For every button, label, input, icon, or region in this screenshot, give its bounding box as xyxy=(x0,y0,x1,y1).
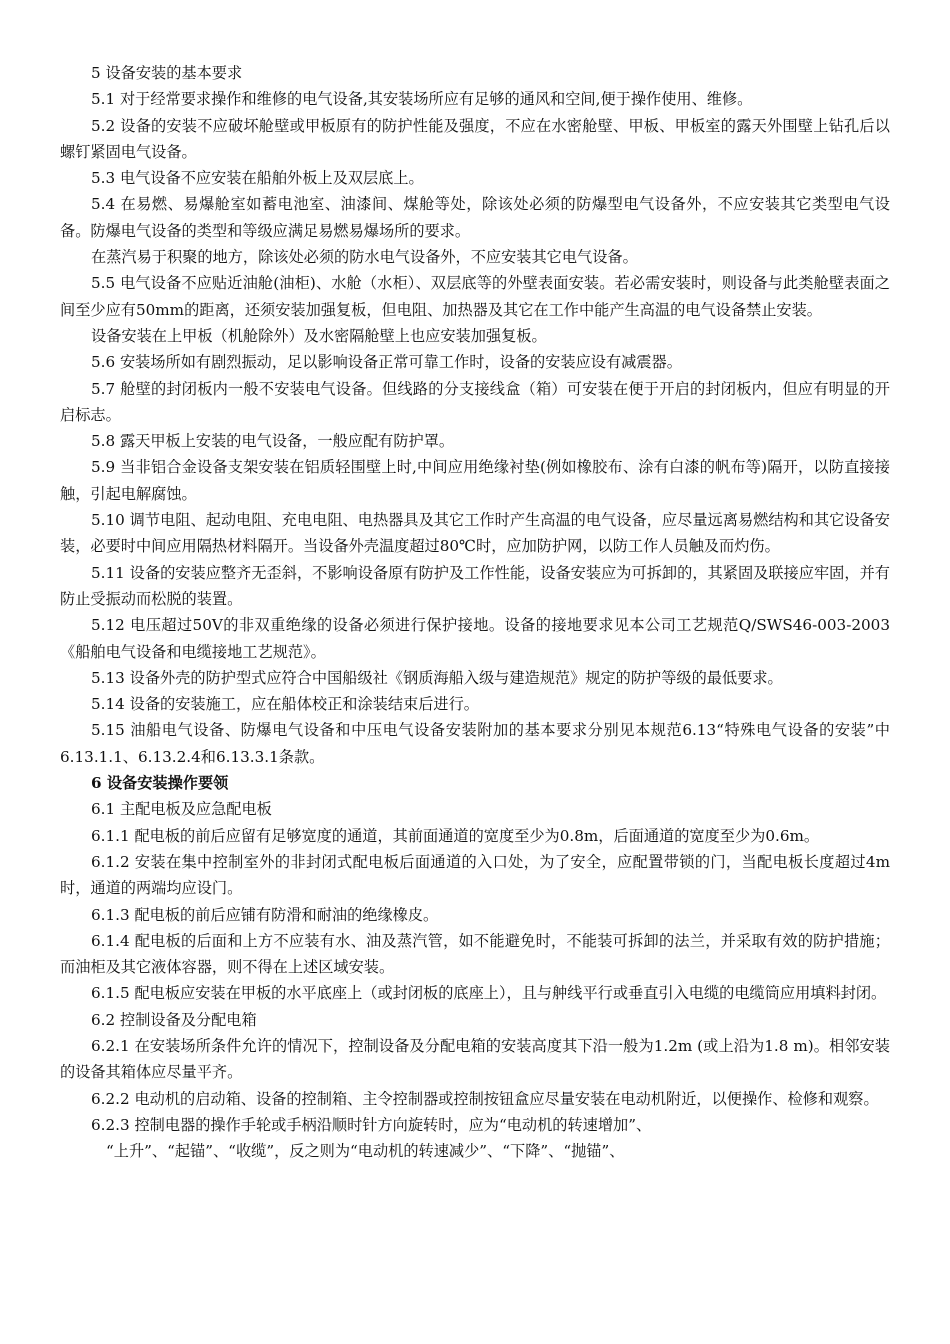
paragraph-6-2-2: 6.2.2 电动机的启动箱、设备的控制箱、主令控制器或控制按钮盒应尽量安装在电动机附近，以便操作、检修和观察。 xyxy=(91,1089,879,1108)
paragraph-6-1-3: 6.1.3 配电板的前后应铺有防滑和耐油的绝缘橡皮。 xyxy=(91,905,439,924)
paragraph-6-1-5: 6.1.5 配电板应安装在甲板的水平底座上（或封闭板的底座上），且与舯线平行或垂直引入电缆的电缆筒应用填料封闭。 xyxy=(91,984,887,1003)
paragraph-5-4-steam: 在蒸汽易于积聚的地方，除该处必须的防水电气设备外，不应安装其它电气设备。 xyxy=(91,248,638,267)
paragraph-5-7: 5.7 舱壁的封闭板内一般不安装电气设备。但线路的分支接线盒（箱）可安装在便于开启的封闭板内，但应有明显的开启标志。 xyxy=(60,379,890,424)
paragraph-5-1: 5.1 对于经常要求操作和维修的电气设备,其安装场所应有足够的通风和空间,便于操作使用、维修。 xyxy=(91,90,753,109)
paragraph-6-1-1: 6.1.1 配电板的前后应留有足够宽度的通道，其前面通道的宽度至少为0.8m，后面通道的宽度至少为0.6m。 xyxy=(91,826,820,845)
paragraph-5-8: 5.8 露天甲板上安装的电气设备，一般应配有防护罩。 xyxy=(91,432,455,451)
paragraph-5-15: 5.15 油船电气设备、防爆电气设备和中压电气设备安装附加的基本要求分别见本规范6.13“特殊电气设备的安装”中6.13.1.1、6.13.2.4和6.13.3.1条款。 xyxy=(60,721,890,766)
paragraph-5-11: 5.11 设备的安装应整齐无歪斜，不影响设备原有防护及工作性能，设备安装应为可拆卸的，其紧固及联接应牢固，并有防止受振动而松脱的装置。 xyxy=(60,563,890,608)
paragraph-6-1-2: 6.1.2 安装在集中控制室外的非封闭式配电板后面通道的入口处，为了安全，应配置带锁的门，当配电板长度超过4m时，通道的两端均应设门。 xyxy=(60,852,890,898)
paragraph-5-5-deck: 设备安装在上甲板（机舱除外）及水密隔舱壁上也应安装加强复板。 xyxy=(91,326,547,345)
paragraph-5-9: 5.9 当非铝合金设备支架安装在铝质轻围壁上时,中间应用绝缘衬垫(例如橡胶布、涂有白漆的帆布等)隔开，以防直接接触，引起电解腐蚀。 xyxy=(60,458,890,503)
paragraph-5-10: 5.10 调节电阻、起动电阻、充电电阻、电热器具及其它工作时产生高温的电气设备，应尽量远离易燃结构和其它设备安装，必要时中间应用隔热材料隔开。当设备外壳温度超过80℃时，应加防护网，以防工作人员触及而灼伤。 xyxy=(60,511,890,556)
section-heading-5: 5 设备安装的基本要求 xyxy=(91,64,243,82)
paragraph-6-1-4: 6.1.4 配电板的后面和上方不应装有水、油及蒸汽管，如不能避免时，不能装可拆卸的法兰，并采取有效的防护措施；而油柜及其它液体容器，则不得在上述区域安装。 xyxy=(60,931,890,977)
paragraph-5-12: 5.12 电压超过50V的非双重绝缘的设备必须进行保护接地。设备的接地要求见本公司工艺规范Q/SWS46-003-2003《船舶电气设备和电缆接地工艺规范》。 xyxy=(60,616,890,661)
paragraph-6-2-3-continued: “上升”、“起锚”、“收缆”，反之则为“电动机的转速减少”、“下降”、“抛锚”、 xyxy=(106,1142,625,1161)
paragraph-5-4: 5.4 在易燃、易爆舱室如蓄电池室、油漆间、煤舱等处，除该处必须的防爆型电气设备外，不应安装其它类型电气设备。防爆电气设备的类型和等级应满足易燃易爆场所的要求。 xyxy=(60,195,890,240)
paragraph-6-2-1: 6.2.1 在安装场所条件允许的情况下，控制设备及分配电箱的安装高度其下沿一般为1.2m (或上沿为1.8 m)。相邻安装的设备其箱体应尽量平齐。 xyxy=(60,1036,890,1082)
subsection-heading-6-1: 6.1 主配电板及应急配电板 xyxy=(91,800,272,819)
subsection-heading-6-2: 6.2 控制设备及分配电箱 xyxy=(91,1010,257,1029)
paragraph-5-14: 5.14 设备的安装施工，应在船体校正和涂装结束后进行。 xyxy=(91,695,479,714)
paragraph-5-13: 5.13 设备外壳的防护型式应符合中国船级社《钢质海船入级与建造规范》规定的防护等级的最低要求。 xyxy=(91,668,783,687)
paragraph-5-3: 5.3 电气设备不应安装在船舶外板上及双层底上。 xyxy=(91,169,424,188)
paragraph-5-5: 5.5 电气设备不应贴近油舱(油柜)、水舱（水柜）、双层底等的外壁表面安装。若必需安装时，则设备与此类舱壁表面之间至少应有50mm的距离，还须安装加强复板，但电阻、加热器及其它在工作中能产生高温的电气设备禁止安装。 xyxy=(60,274,890,319)
document-page xyxy=(60,60,890,1164)
paragraph-5-2: 5.2 设备的安装不应破坏舱壁或甲板原有的防护性能及强度，不应在水密舱壁、甲板、甲板室的露天外围壁上钻孔后以螺钉紧固电气设备。 xyxy=(60,116,890,161)
paragraph-6-2-3: 6.2.3 控制电器的操作手轮或手柄沿顺时针方向旋转时，应为“电动机的转速增加”、 xyxy=(91,1115,652,1134)
section-heading-6: 6 设备安装操作要领 xyxy=(91,774,229,793)
paragraph-5-6: 5.6 安装场所如有剧烈振动，足以影响设备正常可靠工作时，设备的安装应设有减震器。 xyxy=(91,353,682,372)
